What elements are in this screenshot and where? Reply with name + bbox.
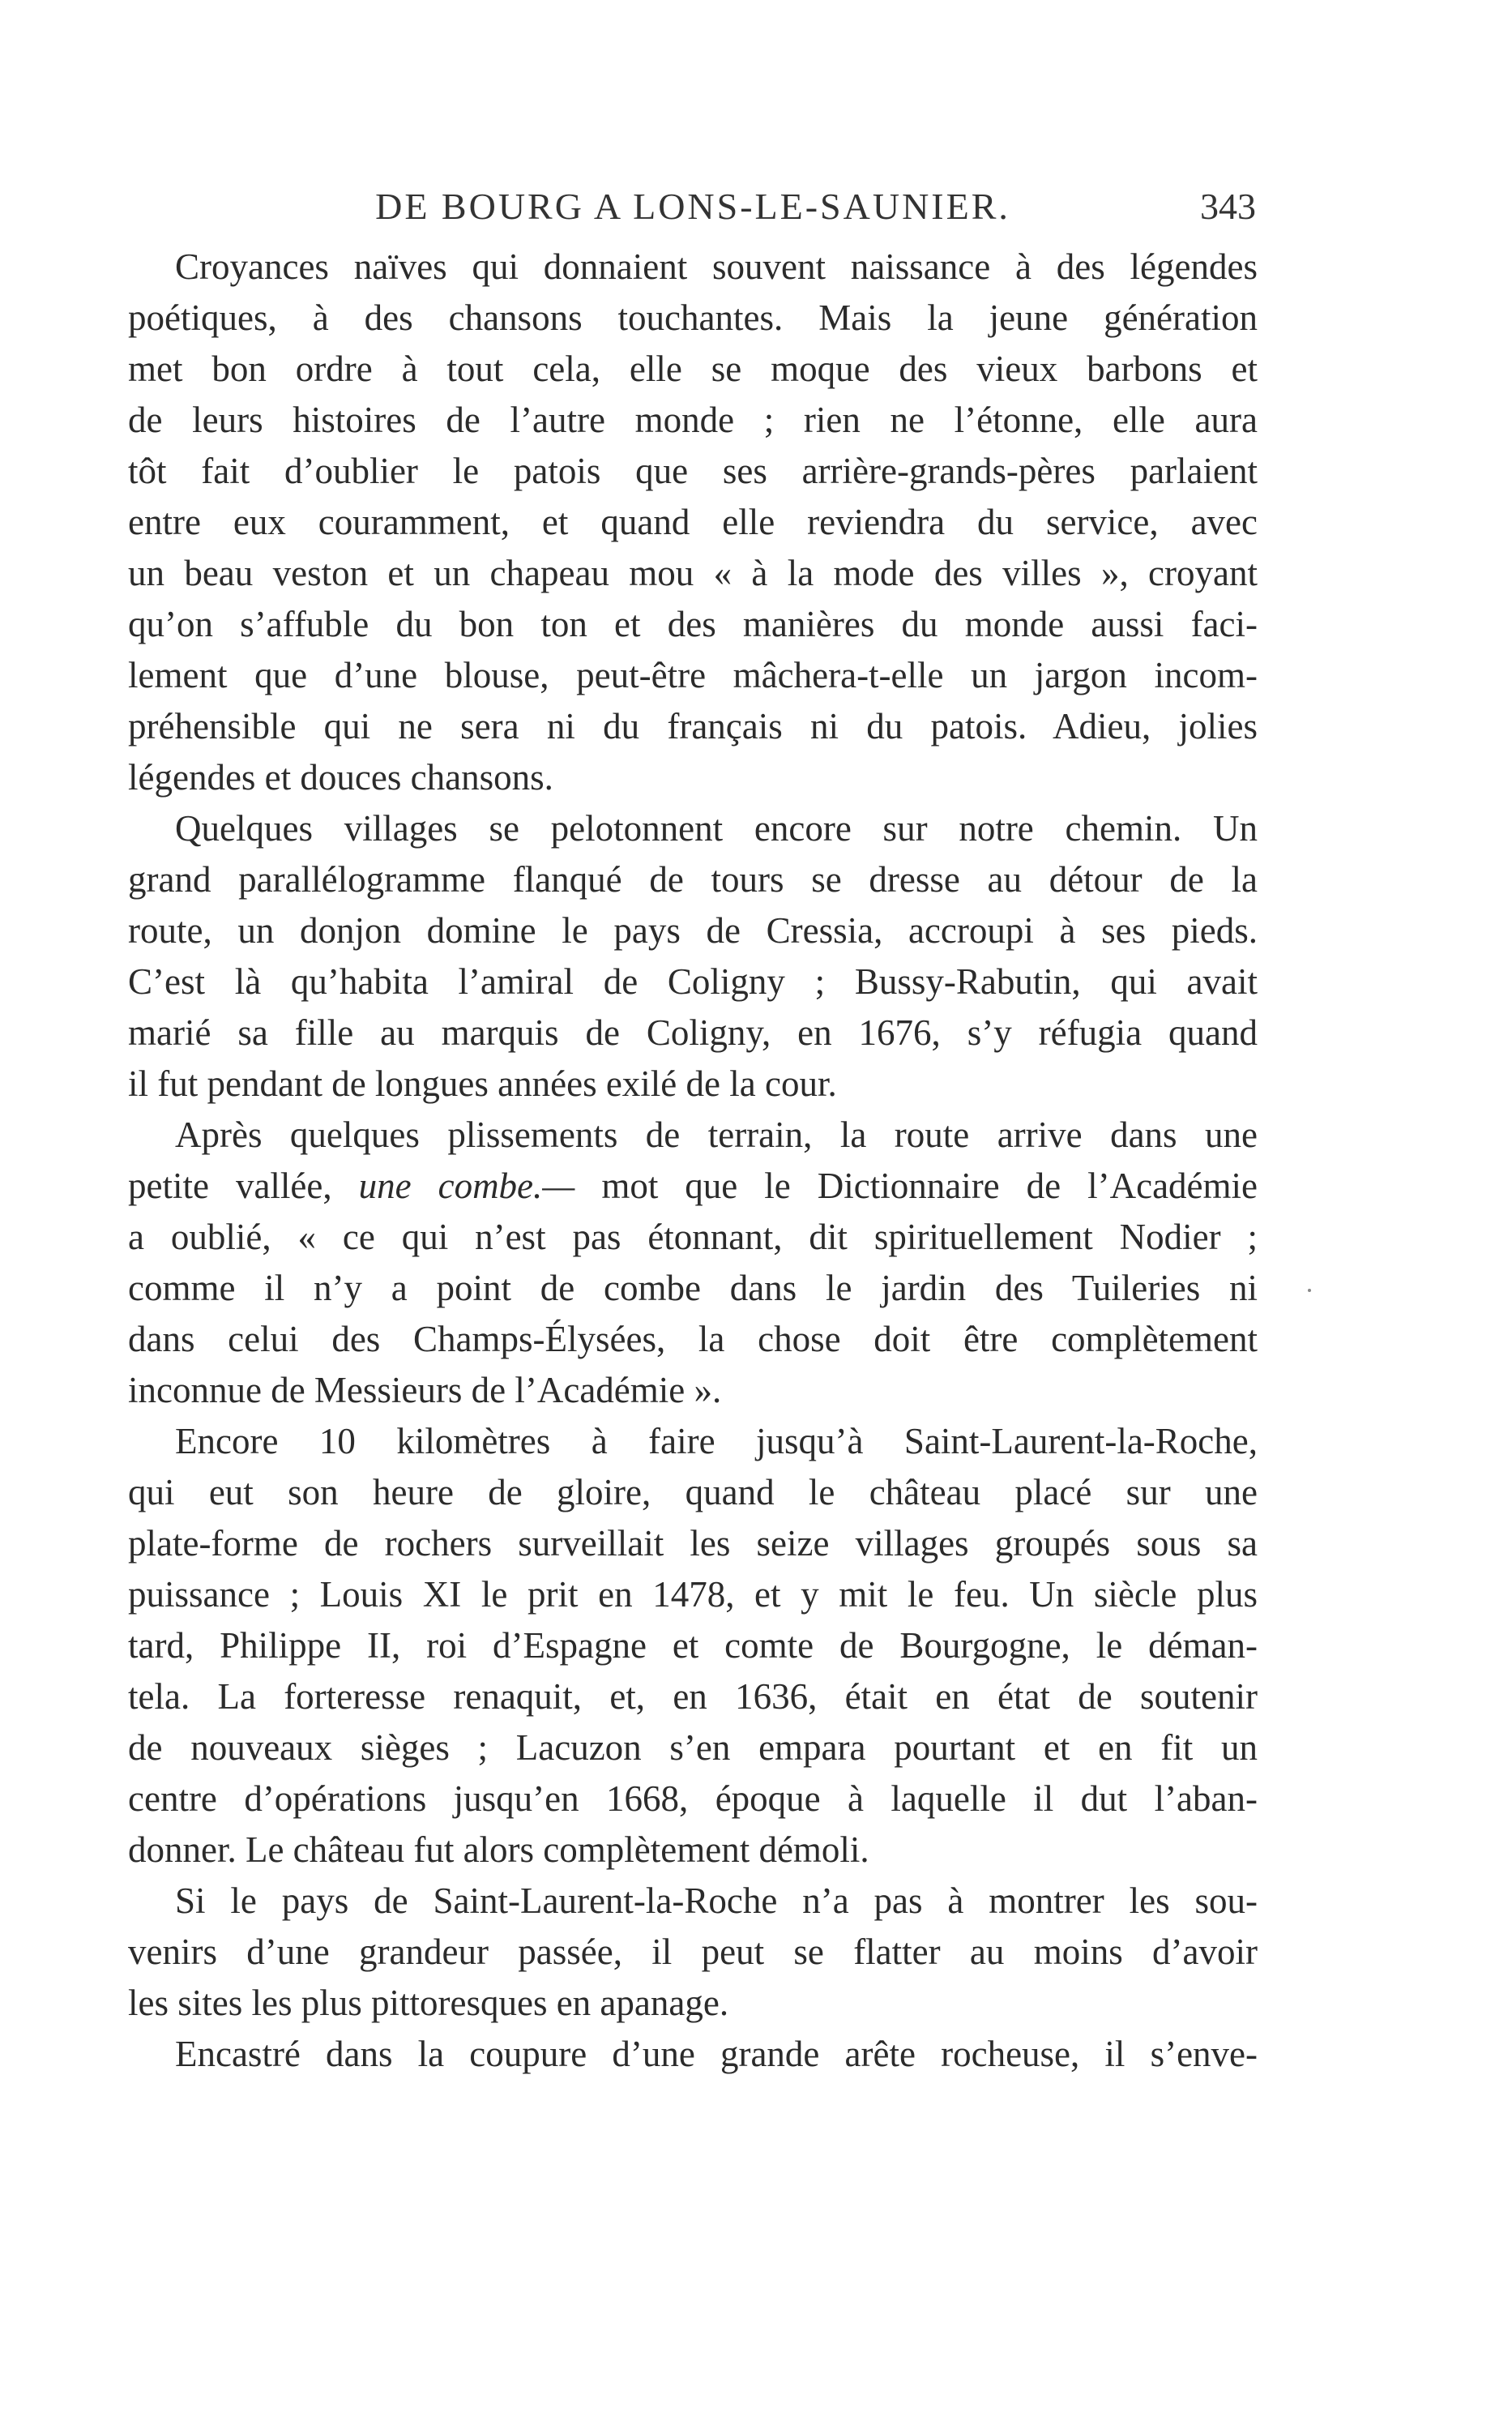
text-line: Après quelques plissements de terrain, la route arrive dans une <box>175 1114 1258 1155</box>
running-title: DE BOURG A LONS-LE-SAUNIER. <box>375 186 1010 227</box>
text-line: donner. Le château fut alors complètement démoli. <box>128 1829 869 1870</box>
text-line: Encastré dans la coupure d’une grande arête rocheuse, il s’enve- <box>175 2034 1258 2074</box>
running-header <box>130 185 1256 233</box>
text-line: tôt fait d’oublier le patois que ses arrière-grands-pères parlaient <box>128 451 1258 491</box>
text-line: venirs d’une grandeur passée, il peut se flatter au moins d’avoir <box>128 1932 1258 1972</box>
text-line: les sites les plus pittoresques en apanage. <box>128 1983 729 2023</box>
text-line: qu’on s’affuble du bon ton et des manières du monde aussi faci- <box>128 604 1258 644</box>
text-line: un beau veston et un chapeau mou « à la mode des villes », croyant <box>128 553 1258 593</box>
text-line: poétiques, à des chansons touchantes. Mais la jeune génération <box>128 297 1258 338</box>
text-line: inconnue de Messieurs de l’Académie ». <box>128 1370 722 1410</box>
text-line: puissance ; Louis XI le prit en 1478, et y mit le feu. Un siècle plus <box>128 1574 1258 1615</box>
text-line: il fut pendant de longues années exilé de la cour. <box>128 1063 837 1104</box>
italic-term: une combe.— <box>358 1166 575 1206</box>
text-line: plate-forme de rochers surveillait les seize villages groupés sous sa <box>128 1523 1258 1564</box>
text-line: tard, Philippe II, roi d’Espagne et comte de Bourgogne, le déman- <box>128 1625 1258 1666</box>
page-number: 343 <box>1200 186 1256 227</box>
text-line: dans celui des Champs-Élysées, la chose doit être complètement <box>128 1319 1258 1359</box>
text-line: route, un donjon domine le pays de Cressia, accroupi à ses pieds. <box>128 910 1258 951</box>
text-line: a oublié, « ce qui n’est pas étonnant, dit spirituellement Nodier ; <box>128 1217 1258 1257</box>
text-line: de nouveaux sièges ; Lacuzon s’en empara pourtant et en fit un <box>128 1727 1258 1768</box>
text-line: C’est là qu’habita l’amiral de Coligny ; Bussy-Rabutin, qui avait <box>128 961 1258 1002</box>
text-line: lement que d’une blouse, peut-être mâchera-t-elle un jargon incom- <box>128 655 1258 695</box>
text-fragment: mot que le Dictionnaire de l’Académie <box>601 1166 1258 1206</box>
text-line: qui eut son heure de gloire, quand le château placé sur une <box>128 1472 1258 1512</box>
text-line: préhensible qui ne sera ni du français ni du patois. Adieu, jolies <box>128 706 1258 747</box>
text-line: Si le pays de Saint-Laurent-la-Roche n’a pas à montrer les sou- <box>175 1880 1258 1921</box>
text-line: met bon ordre à tout cela, elle se moque des vieux barbons et <box>128 349 1258 389</box>
text-line: entre eux couramment, et quand elle reviendra du service, avec <box>128 502 1258 542</box>
scan-speck <box>1308 1289 1311 1292</box>
text-line: Quelques villages se pelotonnent encore sur notre chemin. Un <box>175 808 1258 849</box>
text-line: de leurs histoires de l’autre monde ; rien ne l’étonne, elle aura <box>128 400 1258 440</box>
text-line: marié sa fille au marquis de Coligny, en 1676, s’y réfugia quand <box>128 1012 1258 1053</box>
text-line: légendes et douces chansons. <box>128 757 553 798</box>
body-text <box>128 242 1258 2080</box>
text-line: centre d’opérations jusqu’en 1668, époque à laquelle il dut l’aban- <box>128 1778 1258 1819</box>
text-line: grand parallélogramme flanqué de tours se dresse au détour de la <box>128 859 1258 900</box>
text-fragment: petite vallée, <box>128 1166 332 1206</box>
text-line: Encore 10 kilomètres à faire jusqu’à Saint-Laurent-la-Roche, <box>175 1421 1258 1461</box>
text-line: Croyances naïves qui donnaient souvent naissance à des légendes <box>175 246 1258 287</box>
text-line: comme il n’y a point de combe dans le jardin des Tuileries ni <box>128 1268 1258 1308</box>
text-line: tela. La forteresse renaquit, et, en 1636, était en état de soutenir <box>128 1676 1258 1717</box>
text-line-with-italic <box>128 1161 1258 1212</box>
